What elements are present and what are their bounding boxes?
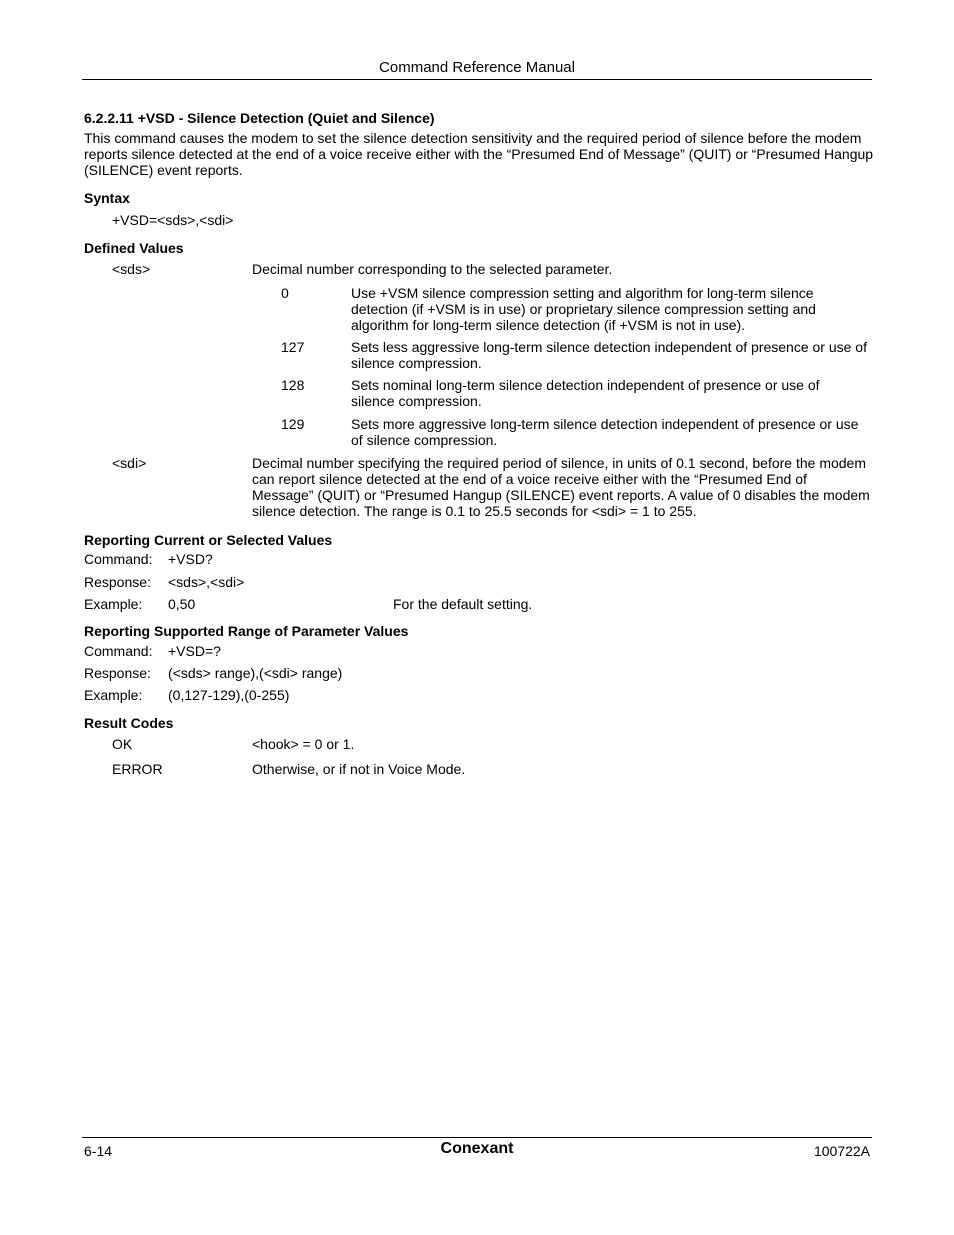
footer-brand: Conexant bbox=[440, 1140, 514, 1157]
result-code-text: Otherwise, or if not in Voice Mode. bbox=[252, 761, 466, 777]
result-code-text: <hook> = 0 or 1. bbox=[252, 736, 355, 752]
example-label: Example: bbox=[84, 687, 143, 703]
example-value: 0,50 bbox=[168, 596, 196, 612]
section-intro: This command causes the modem to set the silence detection sensitivity and the required period of silence before the modem reports silence detected at the end of a voice receive either with the “Presumed End of Message” (QUIT) or “Presumed Hangup (SILENCE) event reports. bbox=[84, 130, 874, 178]
header-rule bbox=[82, 79, 872, 80]
sds-option-value: 0 bbox=[281, 285, 289, 301]
command-label: Command: bbox=[84, 643, 153, 659]
footer-page-number: 6-14 bbox=[84, 1143, 113, 1159]
sds-option-value: 127 bbox=[281, 339, 305, 355]
response-value: <sds>,<sdi> bbox=[168, 574, 245, 590]
example-label: Example: bbox=[84, 596, 143, 612]
defined-values-heading: Defined Values bbox=[84, 240, 184, 256]
sds-option-text: Use +VSM silence compression setting and algorithm for long-term silence detection (if +VSM is in use) or proprietary silence compression setting and algorithm for long-term silence detection (if +VSM is not in use). bbox=[351, 285, 816, 333]
param-sdi-name: <sdi> bbox=[112, 455, 147, 471]
response-label: Response: bbox=[84, 574, 151, 590]
syntax-heading: Syntax bbox=[84, 190, 130, 206]
result-codes-heading: Result Codes bbox=[84, 715, 174, 731]
param-sds-desc: Decimal number corresponding to the selected parameter. bbox=[252, 261, 613, 277]
sds-option-text: Sets more aggressive long-term silence detection independent of presence or use of silence compression. bbox=[351, 416, 859, 448]
command-value: +VSD=? bbox=[168, 643, 221, 659]
footer-rule bbox=[82, 1137, 872, 1138]
command-value: +VSD? bbox=[168, 551, 213, 567]
example-value: (0,127-129),(0-255) bbox=[168, 687, 290, 703]
sds-option-text: Sets nominal long-term silence detection independent of presence or use of silence compression. bbox=[351, 377, 820, 409]
example-note: For the default setting. bbox=[393, 596, 533, 612]
syntax-value: +VSD=<sds>,<sdi> bbox=[112, 212, 234, 228]
sds-option-value: 128 bbox=[281, 377, 305, 393]
result-code: OK bbox=[112, 736, 133, 752]
reporting-range-heading: Reporting Supported Range of Parameter Values bbox=[84, 623, 409, 639]
command-label: Command: bbox=[84, 551, 153, 567]
param-sdi-desc: Decimal number specifying the required period of silence, in units of 0.1 second, before the modem can report silence detected at the end of a voice receive either with the “Presumed End of Message” (QUIT) or “Presumed Hangup (SILENCE) event reports. A value of 0 disables the modem silence detection. The range is 0.1 to 25.5 seconds for <sdi> = 1 to 255. bbox=[252, 455, 870, 519]
param-sds-name: <sds> bbox=[112, 261, 151, 277]
response-label: Response: bbox=[84, 665, 151, 681]
reporting-current-heading: Reporting Current or Selected Values bbox=[84, 532, 333, 548]
footer-doc-number: 100722A bbox=[813, 1143, 870, 1159]
sds-option-text: Sets less aggressive long-term silence detection independent of presence or use of silence compression. bbox=[351, 339, 867, 371]
section-heading: 6.2.2.11 +VSD - Silence Detection (Quiet and Silence) bbox=[84, 110, 435, 126]
result-code: ERROR bbox=[112, 761, 163, 777]
page-header-title: Command Reference Manual bbox=[379, 59, 575, 76]
response-value: (<sds> range),(<sdi> range) bbox=[168, 665, 343, 681]
sds-option-value: 129 bbox=[281, 416, 305, 432]
